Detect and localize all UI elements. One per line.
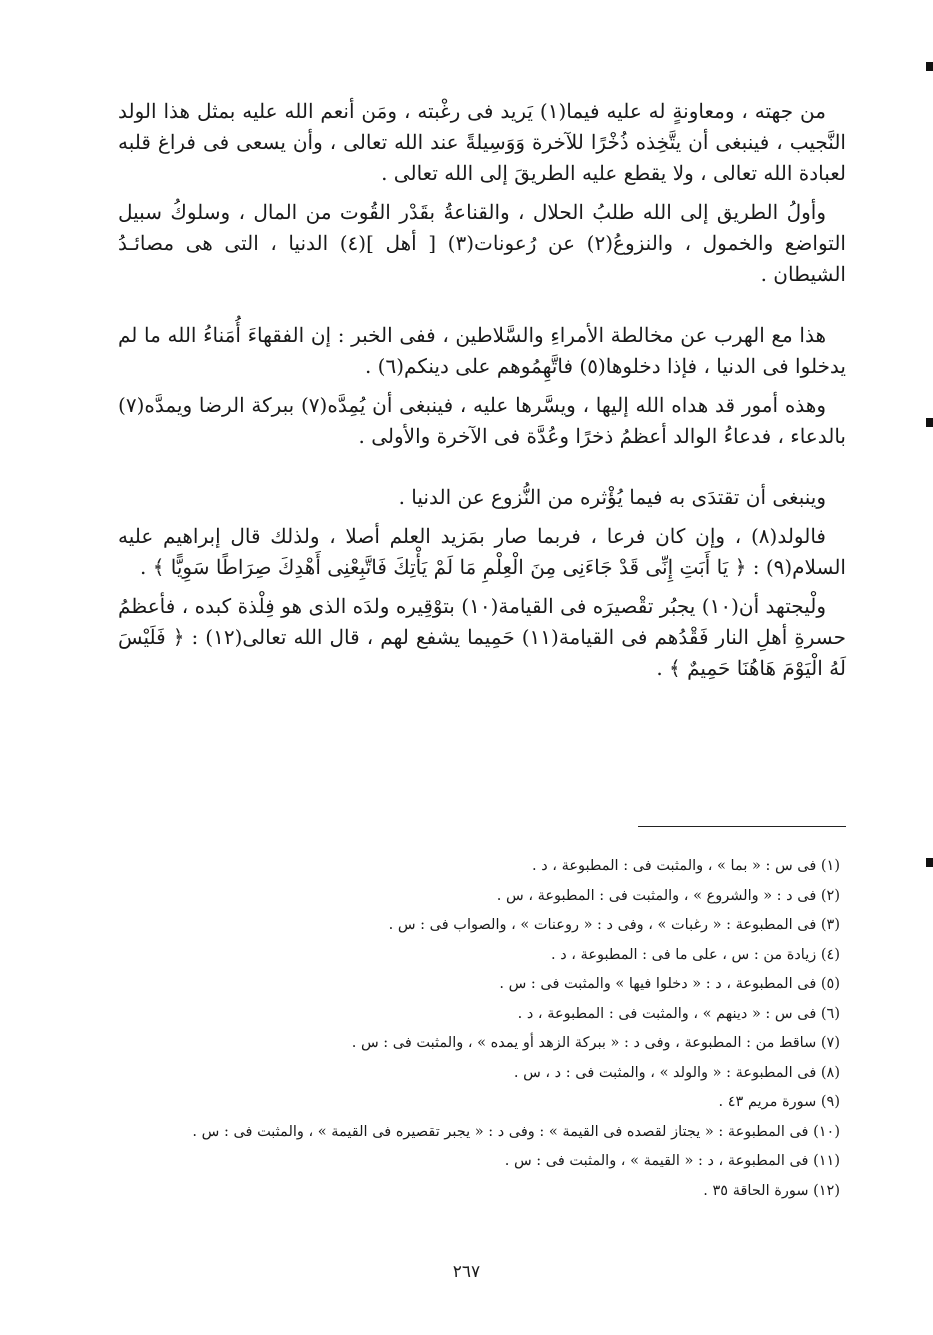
footnote-7: (٧) ساقط من : المطبوعة ، وفى د : « ببركة الزهد أو يمده » ، والمثبت فى : س . [351,1035,840,1051]
footnote-6: (٦) فى س : « دينهم » ، والمثبت فى : المطبوعة ، د . [517,1005,840,1022]
paragraph-7: ولْيجتهد أن(١٠) يجبُر تقْصيرَه فى القيامة(١٠) بتوْقِيره ولدَه الذى هو فِلْذة كبده ، فأعظمُ حسرةِ أهلِ النار فَقْدُهم فى القيامة(١١) حَمِيما يشفع لهم ، قال الله تعالى(١٢) : ﴿ فَلَيْسَ لَهُ الْيَوْمَ هَاهُنَا حَمِيمٌ ﴾ . [118,594,847,680]
footnote-5: (٥) فى المطبوعة ، د : « دخلوا فيها » والمثبت فى : س . [499,976,840,992]
paragraph-5: وينبغى أن تقتدَى به فيما يُؤْثره من النُّزوع عن الدنيا . [398,485,826,509]
footnote-12: (١٢) سورة الحاقة ٣٥ . [703,1182,840,1199]
footnote-11: (١١) فى المطبوعة ، د : « القيمة » ، والمثبت فى : س . [504,1153,840,1169]
footnote-2: (٢) فى د : « والشروع » ، والمثبت فى : المطبوعة ، س . [496,887,840,904]
paragraph-2: وأولُ الطريق إلى الله طلبُ الحلال ، والقناعةُ بقَدْر القُوت من المال ، وسلوكُ سبيل التواضع والخمول ، والنزوعُ(٢) عن رُعونات(٣) [ أهل ](٤) الدنيا ، التى هى مصائـدُ الشيطان . [118,200,846,286]
paragraph-3: هذا مع الهرب عن مخالطة الأمراءِ والسَّلاطين ، ففى الخبر : إن الفقهاءَ أُمَناءُ الله ما لم يدخلوا فى الدنيا ، فإذا دخلوها(٥) فاتَّهِمُوهم على دينكم(٦) . [118,323,846,378]
scan-edge-mark [926,858,933,867]
scan-edge-mark [926,62,933,71]
page-number: ٢٦٧ [452,1262,481,1282]
paragraph-4: وهذه أمور قد هداه الله إليها ، ويسَّرها عليه ، فينبغى أن يُمِدَّه(٧) ببركة الرضا ويمدَّه(٧) بالدعاء ، فدعاءُ الوالد أعظمُ ذخرًا وعُدَّة فى الآخرة والأولى . [118,393,846,448]
paragraph-1: من جهته ، ومعاونةٍ له عليه فيما(١) يَريد فى رغْبته ، ومَن أنعم الله عليه بمثل هذا الولد النَّجيب ، فينبغى أن يتَّخِذه ذُخْرًا للآخرة وَوَسِيلةً عند الله تعالى ، وأن يسعى فى فراغ قلبه لعبادة الله تعالى ، ولا يقطع عليه الطريقَ إلى الله تعالى . [118,99,846,185]
paragraph-6: فالولد(٨) ، وإن كان فرعا ، فربما صار بمَزيد العلم أصلا ، ولذلك قال إبراهيم عليه السلام(٩) : ﴿ يَا أَبَتِ إِنِّى قَدْ جَاءَنِى مِنَ الْعِلْمِ مَا لَمْ يَأْتِكَ فَاتَّبِعْنِى أَهْدِكَ صِرَاطًا سَوِيًّا ﴾ . [118,524,846,579]
footnote-divider [638,826,846,827]
footnote-8: (٨) فى المطبوعة : « والولد » ، والمثبت فى : د ، س . [513,1064,840,1081]
footnotes [192,852,840,1206]
footnote-9: (٩) سورة مريم ٤٣ . [718,1094,840,1110]
scan-edge-mark [926,418,933,427]
main-text [118,96,846,692]
footnote-1: (١) فى س : « بما » ، والمثبت فى : المطبوعة ، د . [532,858,840,874]
footnote-3: (٣) فى المطبوعة : « رغبات » ، وفى د : « روعنات » ، والصواب فى : س . [388,917,840,933]
footnote-10: (١٠) فى المطبوعة : « يجتاز لقصده فى القيمة » : وفى د : « يجبر تقصيره فى القيمة » ، والمثبت فى : س . [192,1123,840,1140]
section-gap [118,298,846,320]
section-gap [118,460,846,482]
footnote-4: (٤) زيادة من : س ، على ما فى : المطبوعة ، د . [550,946,840,963]
